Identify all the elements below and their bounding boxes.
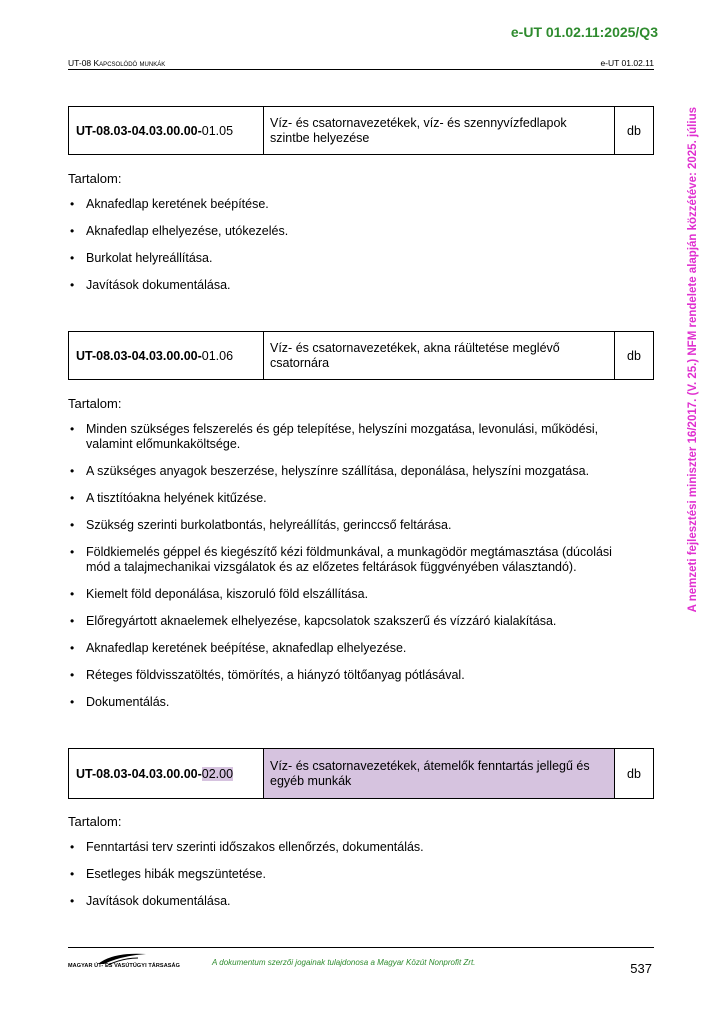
header-right-id: e-UT 01.02.11 (600, 58, 654, 68)
list-item: • Aknafedlap keretének beépítése, aknafedlap elhelyezése. (68, 641, 628, 656)
company-logo-text: MAGYAR ÚT- ÉS VASÚTÜGYI TÁRSASÁG (68, 963, 180, 969)
content-label: Tartalom: (68, 171, 122, 186)
list-item: • A tisztítóakna helyének kitűzése. (68, 491, 628, 506)
item-code: UT-08.03-04.03.00.00-01.05 (69, 107, 264, 155)
section-title: UT-08 Kapcsolódó munkák (68, 58, 166, 68)
list-item: • Javítások dokumentálása. (68, 278, 628, 293)
list-item: • Javítások dokumentálása. (68, 894, 628, 909)
document-id: e-UT 01.02.11:2025/Q3 (510, 24, 658, 40)
item-code: UT-08.03-04.03.00.00-01.06 (69, 332, 264, 380)
list-item: • A szükséges anyagok beszerzése, helyszínre szállítása, deponálása, helyszíni mozgatása. (68, 464, 628, 479)
list-item: • Aknafedlap keretének beépítése. (68, 197, 628, 212)
content-list-02-00 (68, 840, 628, 921)
list-item: • Dokumentálás. (68, 695, 628, 710)
content-label: Tartalom: (68, 396, 122, 411)
list-item: • Földkiemelés géppel és kiegészítő kézi földmunkával, a munkagödör megtámasztása (dúcolási mód a talajmechanikai vizsgálatok és az előzetes feltárások függvényében választandó). (68, 545, 628, 575)
highlighted-code-suffix: 02.00 (201, 766, 234, 781)
list-item: • Esetleges hibák megszüntetése. (68, 867, 628, 882)
item-description: Víz- és csatornavezetékek, víz- és szennyvízfedlapok szintbe helyezése (264, 107, 615, 155)
footer-divider (68, 947, 654, 948)
content-label: Tartalom: (68, 814, 122, 829)
list-item: • Aknafedlap elhelyezése, utókezelés. (68, 224, 628, 239)
item-table-01-05 (68, 106, 654, 155)
item-table-01-06 (68, 331, 654, 380)
item-unit: db (615, 107, 654, 155)
content-list-01-05 (68, 197, 628, 305)
list-item: • Fenntartási terv szerinti időszakos ellenőrzés, dokumentálás. (68, 840, 628, 855)
copyright-notice: A dokumentum szerzői jogainak tulajdonosa a Magyar Közút Nonprofit Zrt. (212, 958, 476, 967)
page-number: 537 (630, 961, 652, 976)
running-header (68, 58, 654, 70)
item-code: UT-08.03-04.03.00.00-02.00 (69, 749, 264, 799)
item-unit: db (615, 749, 654, 799)
list-item: • Előregyártott aknaelemek elhelyezése, kapcsolatok szakszerű és vízzáró kialakítása. (68, 614, 628, 629)
item-description: Víz- és csatornavezetékek, akna ráültetése meglévő csatornára (264, 332, 615, 380)
list-item: • Burkolat helyreállítása. (68, 251, 628, 266)
list-item: • Minden szükséges felszerelés és gép telepítése, helyszíni mozgatása, levonulási, működési, valamint előmunkaköltsége. (68, 422, 628, 452)
item-description: Víz- és csatornavezetékek, átemelők fenntartás jellegű és egyéb munkák (264, 749, 615, 799)
publication-side-note: A nemzeti fejlesztési miniszter 16/2017. (V. 25.) NFM rendelete alapján közzétéve: 2025. július (687, 107, 699, 613)
item-unit: db (615, 332, 654, 380)
item-table-02-00 (68, 748, 654, 799)
list-item: • Szükség szerinti burkolatbontás, helyreállítás, gerinccső feltárása. (68, 518, 628, 533)
list-item: • Réteges földvisszatöltés, tömörítés, a hiányzó töltőanyag pótlásával. (68, 668, 628, 683)
content-list-01-06 (68, 422, 628, 722)
list-item: • Kiemelt föld deponálása, kiszoruló föld elszállítása. (68, 587, 628, 602)
